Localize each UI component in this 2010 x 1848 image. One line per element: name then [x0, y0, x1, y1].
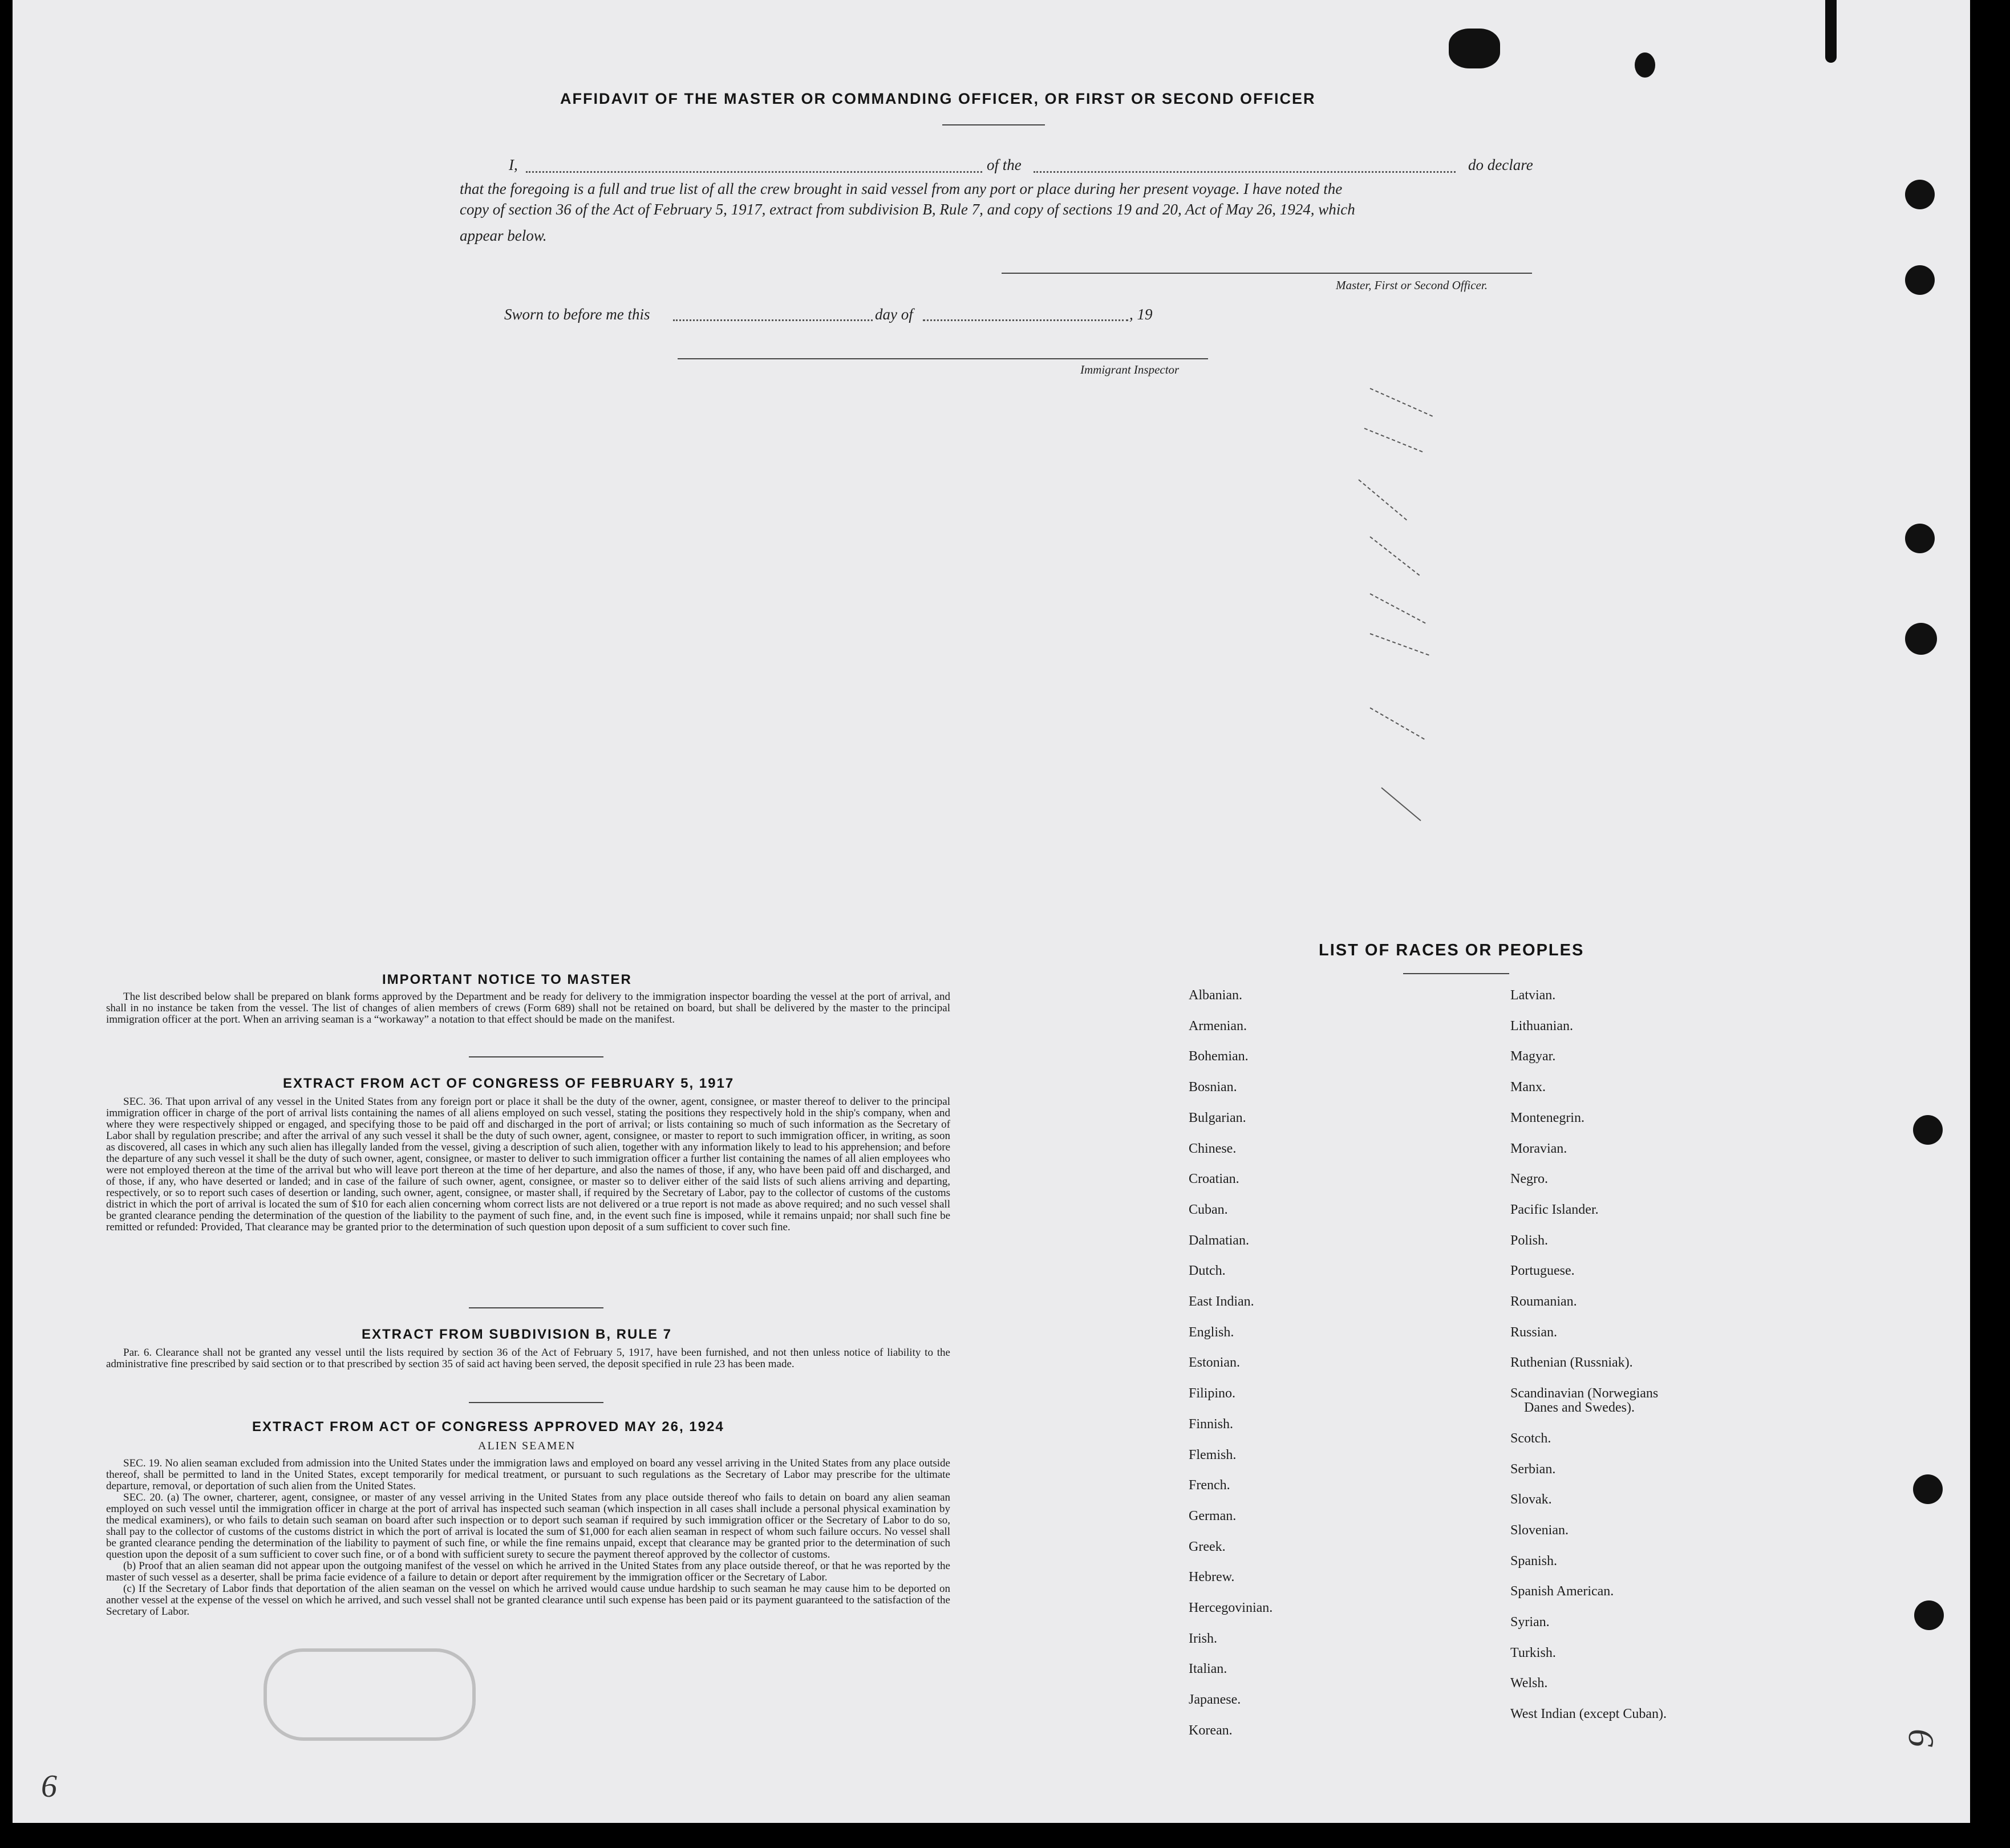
- race-item: French.: [1189, 1478, 1230, 1493]
- race-item: English.: [1189, 1324, 1234, 1340]
- race-item: Bosnian.: [1189, 1080, 1237, 1095]
- handwritten-page-number-left: 6: [41, 1769, 57, 1804]
- faded-stamp: [264, 1648, 476, 1741]
- race-item: Scandinavian (Norwegians: [1510, 1386, 1659, 1401]
- affidavit-title: AFFIDAVIT OF THE MASTER OR COMMANDING OFFICER, OR FIRST OR SECOND OFFICER: [560, 90, 1316, 107]
- sec-20a: SEC. 20. (a) The owner, charterer, agent, consignee, or master of any vessel arriving in the United States from any place outside thereof who fails to detain on board any alien seaman employed on such vessel until the immigration officer in charge at the port of arrival has inspected such seaman (which inspection in all cases shall include a personal physical examination by the medical examiners), or who fails to detain such seaman on board after such inspection or to deport such seaman if required by such immigration officer or the Secretary of Labor to do so, shall pay to the collector of customs of the customs district in which the port of arrival is located the sum of $1,000 for each alien seaman in respect of whom such failure occurs. No vessel shall be granted clearance pending the determination of the liability to payment of such fine, or while the fine remains unpaid, except that clearance may be granted prior to the determination of such question upon the deposit of a sum sufficient to cover such fine, or of a bond with sufficient surety to secure the payment thereof approved by the collector of customs.: [106, 1492, 950, 1561]
- races-divider: [1403, 973, 1509, 974]
- affidavit-line-4: appear below.: [460, 227, 547, 244]
- section-divider: [469, 1056, 603, 1057]
- race-item: German.: [1189, 1508, 1237, 1523]
- affidavit-i-label: I,: [509, 156, 518, 173]
- race-item: Manx.: [1510, 1080, 1546, 1095]
- race-item: West Indian (except Cuban).: [1510, 1707, 1667, 1722]
- sworn-prefix: Sworn to before me this: [504, 306, 650, 323]
- punch-hole: [1913, 1115, 1943, 1145]
- race-item: Korean.: [1189, 1723, 1233, 1738]
- extract-1924-title: EXTRACT FROM ACT OF CONGRESS APPROVED MAY 26, 1924: [252, 1419, 724, 1434]
- race-item: Turkish.: [1510, 1645, 1556, 1660]
- notice-text: The list described below shall be prepared on blank forms approved by the Department and be ready for delivery to the immigration inspector boarding the vessel at the port of arrival, and shall in no instance be taken from the vessel. The list of changes of alien members of crews (Form 689) shall not be retained on board, but shall be delivered by the master to the principal immigration officer at the port. When an arriving seaman is a “workaway” a notation to that effect should be made on the manifest.: [106, 991, 950, 1026]
- punch-hole: [1914, 1600, 1944, 1630]
- race-item: Pacific Islander.: [1510, 1202, 1599, 1217]
- race-item: Negro.: [1510, 1172, 1548, 1187]
- title-divider: [942, 124, 1045, 125]
- race-item: Portuguese.: [1510, 1263, 1575, 1279]
- punch-hole: [1913, 1474, 1943, 1504]
- extract-rule7-text: Par. 6. Clearance shall not be granted any vessel until the lists required by section 36 of the Act of February 5, 1917, have been furnished, and not then unless notice of liability to the administrative fine prescribed by said section or to that prescribed by section 35 of said act having been served, the deposit specified in rule 23 has been made.: [106, 1347, 950, 1370]
- pencil-mark: [1370, 633, 1429, 656]
- race-item: Albanian.: [1189, 988, 1242, 1003]
- paper-edge-shadow: [1825, 0, 1837, 63]
- race-item: Cuban.: [1189, 1202, 1228, 1217]
- pencil-mark: [1370, 388, 1433, 417]
- punch-hole: [1905, 623, 1937, 655]
- master-label: Master, First or Second Officer.: [1336, 278, 1488, 292]
- sworn-year-label: , 19: [1129, 306, 1153, 323]
- notice-title: IMPORTANT NOTICE TO MASTER: [382, 972, 632, 987]
- sec-20b: (b) Proof that an alien seaman did not appear upon the outgoing manifest of the vessel on which he arrived in the United States from any place outside thereof, or that he was reported by the master of such vessel as a deserter, shall be prima facie evidence of a failure to detain or deport after requirement by the immigration officer or the Secretary of Labor.: [106, 1560, 950, 1583]
- race-item: Syrian.: [1510, 1615, 1550, 1630]
- document-page: [13, 0, 1970, 1823]
- section-divider: [469, 1307, 603, 1308]
- race-item: Scotch.: [1510, 1430, 1551, 1446]
- race-item: Serbian.: [1510, 1461, 1556, 1477]
- race-item: Magyar.: [1510, 1049, 1556, 1064]
- race-item: Italian.: [1189, 1661, 1227, 1677]
- name-fill-line[interactable]: [526, 171, 982, 173]
- race-item: Bulgarian.: [1189, 1110, 1246, 1125]
- race-item: Welsh.: [1510, 1676, 1548, 1691]
- inspector-signature-line[interactable]: [678, 358, 1208, 359]
- race-item: Croatian.: [1189, 1172, 1239, 1187]
- pencil-mark: [1381, 787, 1421, 821]
- sworn-day-fill-line[interactable]: [673, 319, 873, 321]
- sworn-month-fill-line[interactable]: [923, 319, 1128, 321]
- pencil-mark: [1364, 428, 1423, 452]
- pencil-mark: [1370, 593, 1426, 623]
- race-item: Japanese.: [1189, 1692, 1241, 1708]
- race-item: Spanish American.: [1510, 1584, 1614, 1599]
- race-item: Armenian.: [1189, 1018, 1247, 1034]
- race-item: Hercegovinian.: [1189, 1600, 1273, 1615]
- master-signature-line[interactable]: [1002, 273, 1532, 274]
- affidavit-line-2: that the foregoing is a full and true list of all the crew brought in said vessel from any port or place during her present voyage. I have noted the: [460, 180, 1343, 197]
- race-item: Greek.: [1189, 1539, 1226, 1554]
- race-item: Estonian.: [1189, 1355, 1240, 1371]
- torn-paper-spot: [1449, 29, 1500, 68]
- inspector-label: Immigrant Inspector: [1080, 363, 1180, 376]
- race-item: Montenegrin.: [1510, 1110, 1585, 1125]
- affidavit-of-the-label: of the: [987, 156, 1022, 173]
- race-item: Ruthenian (Russniak).: [1510, 1355, 1633, 1371]
- race-item: Filipino.: [1189, 1386, 1236, 1401]
- race-item: Dalmatian.: [1189, 1233, 1249, 1248]
- extract-rule7-title: EXTRACT FROM SUBDIVISION B, RULE 7: [362, 1327, 672, 1342]
- sec-19: SEC. 19. No alien seaman excluded from admission into the United States under the immigration laws and employed on board any vessel arriving in the United States from any place outside thereof, shall be permitted to land in the United States, except temporarily for medical treatment, or pursuant to such regulations as the Secretary of Labor may prescribe for the ultimate departure, removal, or deportation of such alien from the United States.: [106, 1457, 950, 1492]
- torn-paper-spot: [1635, 52, 1655, 78]
- race-item: Spanish.: [1510, 1553, 1558, 1569]
- punch-hole: [1905, 180, 1935, 209]
- race-item: Hebrew.: [1189, 1570, 1235, 1585]
- race-item: Chinese.: [1189, 1141, 1237, 1156]
- extract-1917-title: EXTRACT FROM ACT OF CONGRESS OF FEBRUARY 5, 1917: [283, 1076, 735, 1091]
- affidavit-line-3: copy of section 36 of the Act of February 5, 1917, extract from subdivision B, Rule 7, and copy of sections 19 and 20, Act of May 26, 1924, which: [460, 201, 1355, 218]
- punch-hole: [1905, 265, 1935, 295]
- race-item: Russian.: [1510, 1324, 1558, 1340]
- affidavit-declare-label: do declare: [1468, 156, 1533, 173]
- pencil-mark: [1370, 707, 1425, 740]
- vessel-fill-line[interactable]: [1034, 171, 1456, 173]
- sec-20c: (c) If the Secretary of Labor finds that deportation of the alien seaman on the vessel on which he arrived would cause undue hardship to such seaman he may cause him to be deported on another vessel at the expense of the vessel on which he arrived, and such vessel shall not be granted clearance until such expense has been paid or its payment guaranteed to the satisfaction of the Secretary of Labor.: [106, 1583, 950, 1618]
- alien-seamen-subtitle: ALIEN SEAMEN: [478, 1440, 576, 1452]
- race-item: Dutch.: [1189, 1263, 1226, 1279]
- race-item: Irish.: [1189, 1631, 1217, 1646]
- race-item: Finnish.: [1189, 1416, 1234, 1432]
- section-divider: [469, 1402, 603, 1403]
- race-item: Slovak.: [1510, 1492, 1552, 1507]
- pencil-mark: [1358, 479, 1407, 520]
- race-item: Flemish.: [1189, 1447, 1237, 1462]
- race-item: Bohemian.: [1189, 1049, 1249, 1064]
- race-item: East Indian.: [1189, 1294, 1254, 1309]
- race-item: Roumanian.: [1510, 1294, 1577, 1309]
- race-item: Slovenian.: [1510, 1522, 1569, 1538]
- punch-hole: [1905, 524, 1935, 553]
- sworn-dayof-label: day of: [875, 306, 913, 323]
- race-item: Latvian.: [1510, 988, 1556, 1003]
- race-item: Moravian.: [1510, 1141, 1567, 1156]
- races-title: LIST OF RACES OR PEOPLES: [1319, 941, 1585, 959]
- handwritten-page-number-right: 6: [1901, 1729, 1942, 1747]
- race-item: Polish.: [1510, 1233, 1549, 1248]
- race-item: Lithuanian.: [1510, 1018, 1573, 1034]
- extract-1917-text: SEC. 36. That upon arrival of any vessel in the United States from any foreign port or place it shall be the duty of the owner, agent, consignee, or master thereof to deliver to the principal immigration officer in charge of the port of arrival lists containing the names of all aliens employed on such vessel, stating the positions they respectively hold in the ship's company, when and where they were respectively shipped or engaged, and specifying those to be paid off and discharged in the port of arrival; or lists containing so much of such information as the Secretary of Labor shall by regulation prescribe; and after the arrival of any such vessel it shall be the duty of such owner, agent, consignee, or master to report to such immigration officer, in writing, as soon as discovered, all cases in which any such alien has illegally landed from the vessel, giving a description of such alien, together with any information likely to lead to his apprehension; and before the departure of any such vessel it shall be the duty of such owner, agent, consignee, or master to deliver to such immigration officer a further list containing the names of all alien employees who were not employed thereon at the time of the arrival but who will leave port thereon at the time of her departure, and also the names of those, if any, who have been paid off and discharged, and of those, if any, who have deserted or landed; and in case of the failure of such owner, agent, consignee, or master so to deliver either of the said lists of such aliens arriving and departing, respectively, or so to report such cases of desertion or landing, such owner, agent, consignee, or master shall, if required by the Secretary of Labor, pay to the collector of customs of the customs district in which the port of arrival is located the sum of $10 for each alien concerning whom correct lists are not delivered or a true report is not made as above required; and no such vessel shall be granted clearance pending the determination of the question of the liability to the payment of such fine, and, in the event such fine is imposed, while it remains unpaid; nor shall such fine be remitted or refunded: Provided, That clearance may be granted prior to the determination of such question upon deposit of a sum sufficient to cover such fine.: [106, 1096, 950, 1233]
- race-item: Danes and Swedes).: [1524, 1400, 1635, 1416]
- pencil-mark: [1369, 536, 1420, 576]
- extract-1924-text: [106, 1458, 950, 1618]
